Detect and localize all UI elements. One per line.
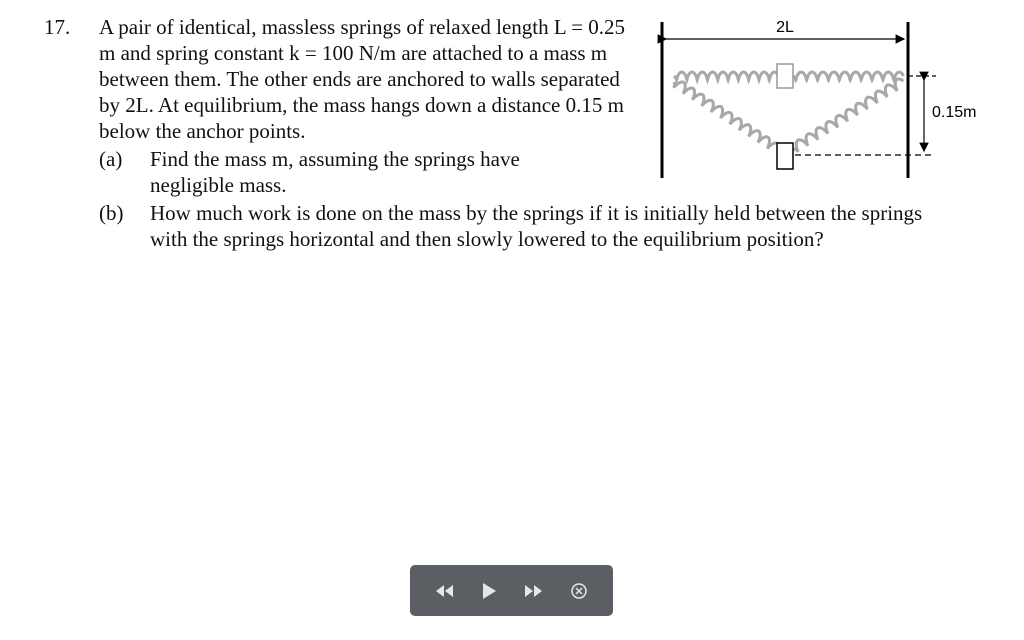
- media-player-bar: [410, 565, 613, 616]
- problem-number: 17.: [44, 15, 71, 39]
- hanging-spring-right: [793, 79, 903, 152]
- width-label: 2L: [776, 19, 794, 36]
- problem-intro: A pair of identical, massless springs of relaxed length L = 0.25 m and spring constant k = 100 N/m are attached to a mass m between them. The other ends are anchored to walls separated by 2L. At equilibrium, the mass hangs down a distance 0.15 m below the anchor points.: [99, 15, 626, 143]
- fast-forward-button[interactable]: [521, 578, 547, 604]
- close-icon: [570, 582, 588, 600]
- part-b-text: How much work is done on the mass by the springs if it is initially held between the springs with the springs horizontal and then slowly lowered to the equilibrium position?: [150, 201, 923, 251]
- play-icon: [481, 582, 497, 600]
- drop-label: 0.15m: [932, 104, 977, 121]
- close-button[interactable]: [566, 578, 592, 604]
- rewind-button[interactable]: [431, 578, 457, 604]
- play-button[interactable]: [476, 578, 502, 604]
- spring-mass-figure: [652, 10, 1002, 185]
- rewind-icon: [433, 583, 455, 599]
- fast-forward-icon: [523, 583, 545, 599]
- part-a-label: (a): [99, 147, 123, 171]
- mass-initial: [777, 64, 793, 88]
- part-b-label: (b): [99, 201, 124, 225]
- hanging-spring-left: [674, 82, 779, 150]
- horizontal-spring-left: [674, 72, 778, 80]
- part-a-text: Find the mass m, assuming the springs have negligible mass.: [150, 147, 520, 197]
- horizontal-spring-right: [793, 72, 903, 80]
- mass-equilibrium: [777, 143, 793, 169]
